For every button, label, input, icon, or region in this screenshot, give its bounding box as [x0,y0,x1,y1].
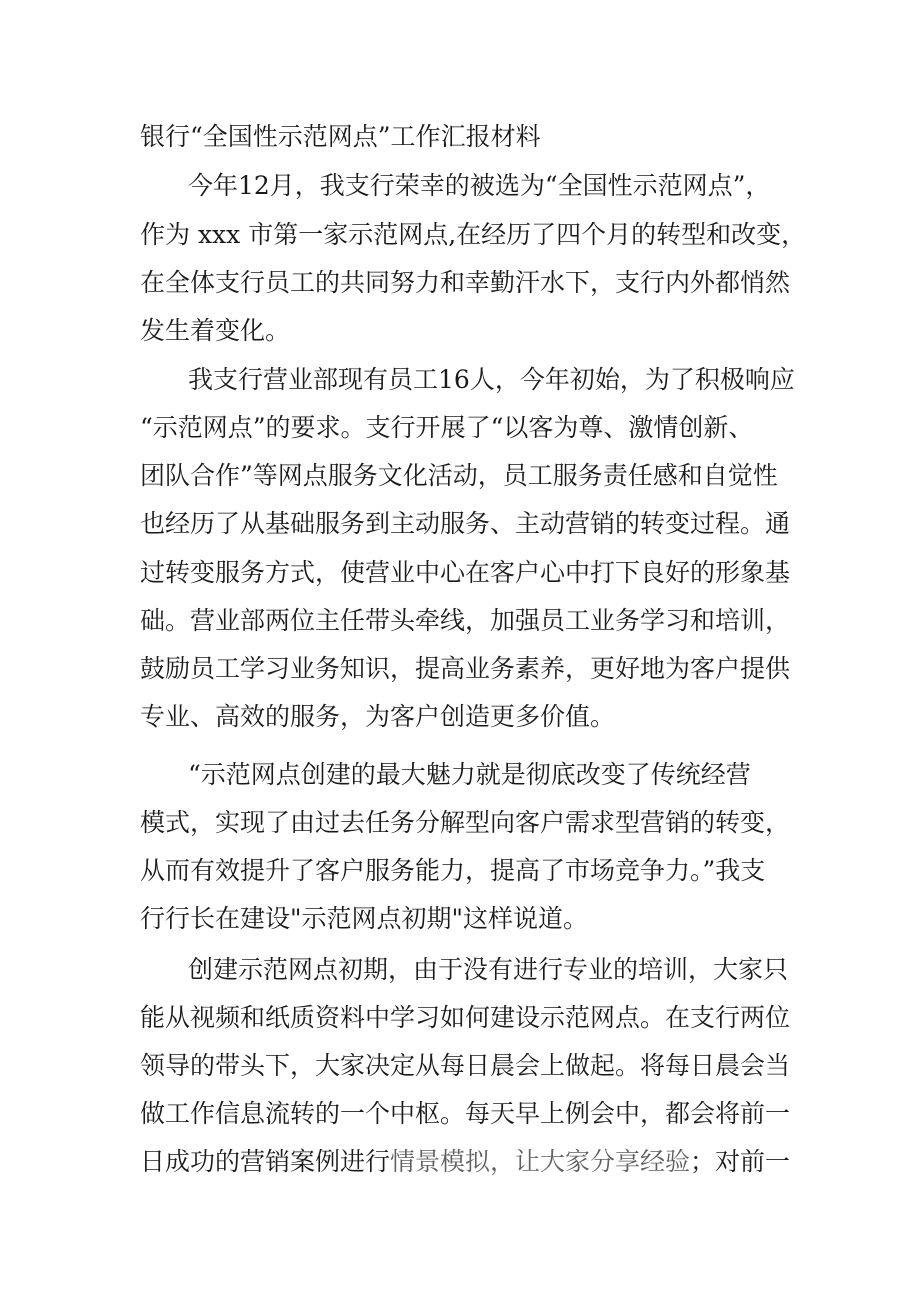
paragraph-4-line-3: 领导的带头下，大家决定从每日晨会上做起。将每日晨会当 [140,1051,791,1080]
paragraph-2-line-6: 础。营业部两位主任带头牵线，加强员工业务学习和培训， [140,606,791,635]
paragraph-2-line-5: 过转变服务方式，使营业中心在客户心中打下良好的形象基 [140,558,791,587]
paragraph-2-line-3: 团队合作”等网点服务文化活动，员工服务责任感和自觉性 [140,461,778,490]
paragraph-4-line-2: 能从视频和纸质资料中学习如何建设示范网点。在支行两位 [140,1003,791,1032]
paragraph-2-line-8: 专业、高效的服务，为客户创造更多价值。 [140,702,616,731]
paragraph-1-line-2: 作为 xxx 市第一家示范网点,在经历了四个月的转型和改变， [140,220,807,249]
paragraph-1-line-3: 在全体支行员工的共同努力和幸勤汗水下，支行内外都悄然 [140,268,791,297]
document-title: 银行“全国性示范网点”工作汇报材料 [140,122,541,151]
last-line-text-end: ；对前一 [690,1147,791,1176]
paragraph-4-line-4: 做工作信息流转的一个中枢。每天早上例会中，都会将前一 [140,1099,791,1128]
paragraph-3-line-4: 行行长在建设"示范网点初期"这样说道。 [140,904,588,933]
paragraph-3-line-2: 模式，实现了由过去任务分解型向客户需求型营销的转变， [140,808,791,837]
paragraph-2-line-4: 也经历了从基础服务到主动服务、主动营销的转变过程。通 [140,509,791,538]
paragraph-3-line-1: “示范网点创建的最大魅力就是彻底改变了传统经营 [188,760,751,789]
paragraph-2-line-2: “示范网点”的要求。支行开展了“以客为尊、激情创新、 [140,413,754,442]
paragraph-2-line-1: 我支行营业部现有员工16人，今年初始，为了积极响应 [188,365,795,394]
paragraph-1-line-1: 今年12月，我支行荣幸的被选为“全国性示范网点”， [188,171,771,200]
last-line-text-start: 日成功的营销案例进行 [140,1147,391,1176]
highlighted-phrase: 情景模拟，让大家分享经验 [390,1147,691,1176]
paragraph-4-line-1: 创建示范网点初期，由于没有进行专业的培训，大家只 [188,955,789,984]
paragraph-3-line-3: 从而有效提升了客户服务能力，提高了市场竞争力。”我支 [140,856,766,885]
paragraph-4-line-5 [140,1146,790,1178]
paragraph-2-line-7: 鼓励员工学习业务知识，提高业务素养，更好地为客户提供 [140,654,791,683]
paragraph-1-line-4: 发生着变化。 [140,316,291,345]
